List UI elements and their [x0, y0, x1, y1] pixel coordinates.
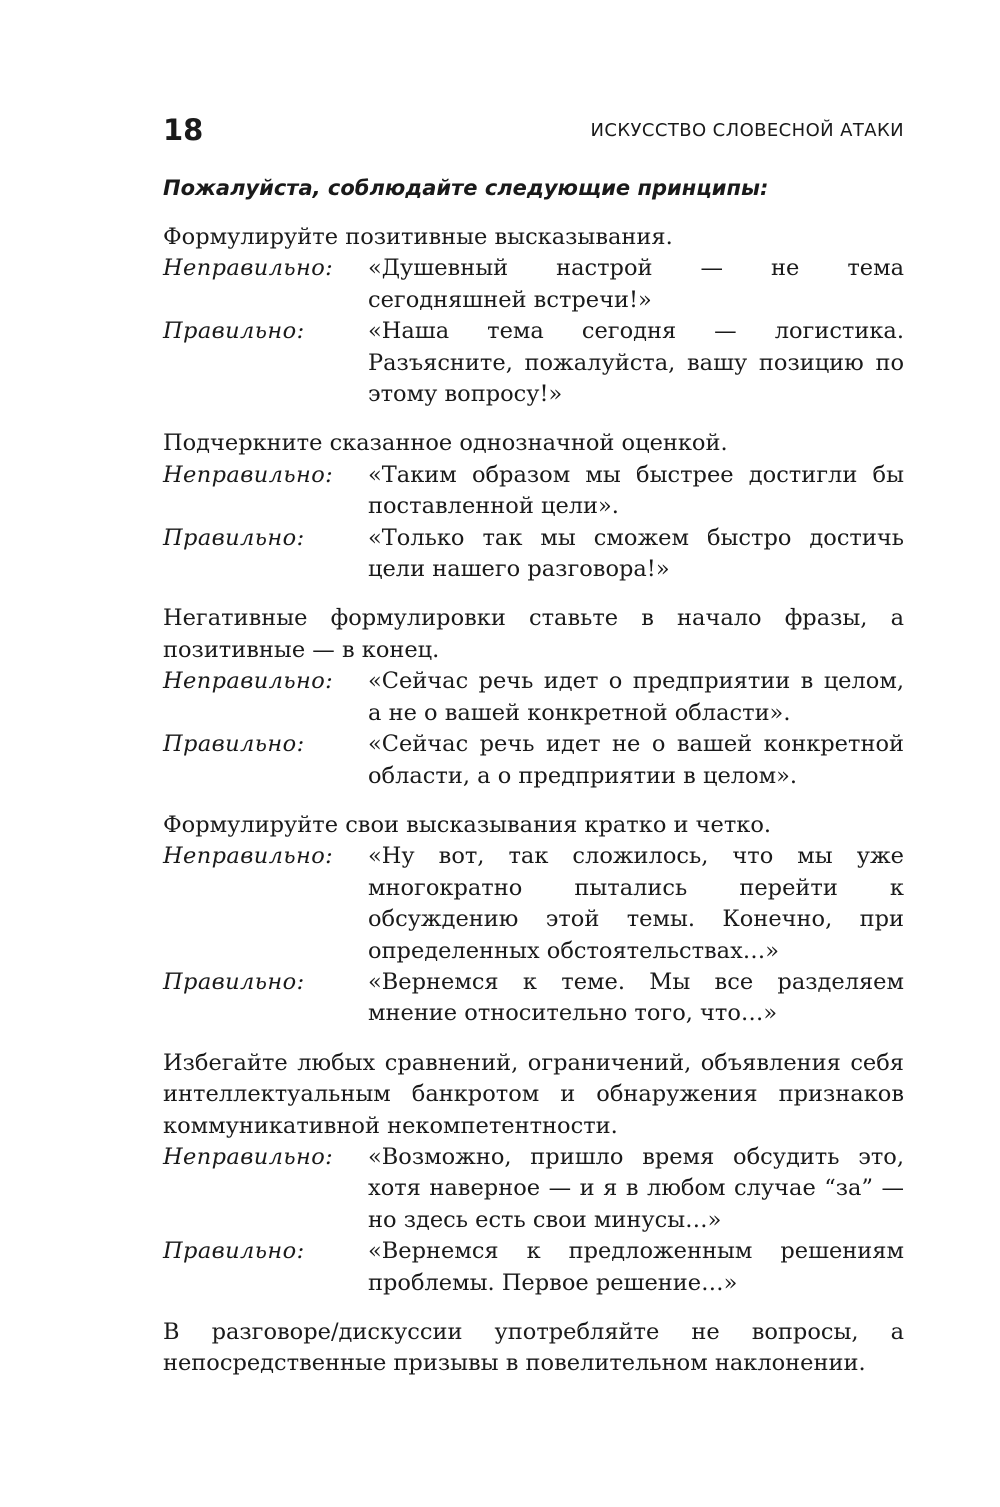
page-body [163, 172, 904, 1380]
wrong-label: Неправильно: [163, 1143, 334, 1170]
right-example-row [163, 523, 904, 586]
principle-statement: Формулируйте позитивные высказывания. [163, 224, 673, 250]
right-label: Правильно: [163, 731, 305, 758]
wrong-label: Неправильно: [163, 668, 334, 695]
wrong-example: «Душевный настрой — не тема сегодняшней встречи!» [368, 255, 904, 313]
right-example-row [163, 316, 904, 410]
wrong-label: Неправильно: [163, 843, 334, 870]
wrong-example-row [163, 253, 904, 316]
principle-statement: Формулируйте свои высказывания кратко и четко. [163, 811, 772, 838]
running-head: ИСКУССТВО СЛОВЕСНОЙ АТАКИ [590, 120, 904, 141]
right-example: «Только так мы сможем быстро достичь цели нашего разговора!» [368, 524, 904, 583]
principle-block-4 [163, 810, 904, 1030]
right-example: «Вернемся к теме. Мы все разделяем мнение относительно того, что…» [368, 968, 904, 1027]
right-label: Правильно: [163, 524, 305, 551]
right-example-row [163, 967, 904, 1030]
right-example-row [163, 729, 904, 792]
principle-block-2 [163, 428, 904, 585]
wrong-example: «Таким образом мы быстрее достигли бы поставленной цели». [368, 461, 904, 520]
right-example: «Вернемся к предложенным решениям проблемы. Первое решение…» [368, 1238, 904, 1296]
page-number: 18 [163, 113, 204, 147]
wrong-example: «Ну вот, так сложилось, что мы уже многократно пытались перейти к обсуждению этой темы. Конечно, при определенных обстоятельствах…» [368, 843, 904, 964]
section-heading: Пожалуйста, соблюдайте следующие принципы: [163, 176, 769, 200]
right-label: Правильно: [163, 318, 305, 345]
closing-paragraph: В разговоре/дискуссии употребляйте не вопросы, а непосредственные призывы в повелительном наклонении. [163, 1319, 904, 1377]
wrong-example: «Возможно, пришло время обсудить это, хотя наверное — и я в любом случае “за” — но здесь есть свои минусы…» [368, 1143, 904, 1233]
wrong-label: Неправильно: [163, 461, 334, 488]
right-label: Правильно: [163, 968, 305, 995]
right-label: Правильно: [163, 1238, 305, 1265]
right-example-row [163, 1236, 904, 1299]
wrong-label: Неправильно: [163, 255, 334, 282]
principle-statement: Негативные формулировки ставьте в начало фразы, а позитивные — в конец. [163, 605, 904, 663]
wrong-example: «Сейчас речь идет о предприятии в целом, а не о вашей конкретной области». [368, 668, 904, 726]
right-example: «Наша тема сегодня — логистика. Разъясните, пожалуйста, вашу позицию по этому вопросу!» [368, 318, 904, 408]
principle-statement: Подчеркните сказанное однозначной оценкой. [163, 430, 728, 457]
wrong-example-row [163, 460, 904, 523]
wrong-example-row [163, 666, 904, 729]
principle-block-3 [163, 603, 904, 791]
principle-statement: Избегайте любых сравнений, ограничений, объявления себя интеллектуальным банкротом и обнаружения признаков коммуникативной некомпетентности. [163, 1049, 904, 1139]
right-example: «Сейчас речь идет не о вашей конкретной области, а о предприятии в целом». [368, 731, 904, 789]
principle-block-5 [163, 1048, 904, 1299]
principle-block-1 [163, 222, 904, 410]
wrong-example-row [163, 1142, 904, 1236]
wrong-example-row [163, 841, 904, 967]
